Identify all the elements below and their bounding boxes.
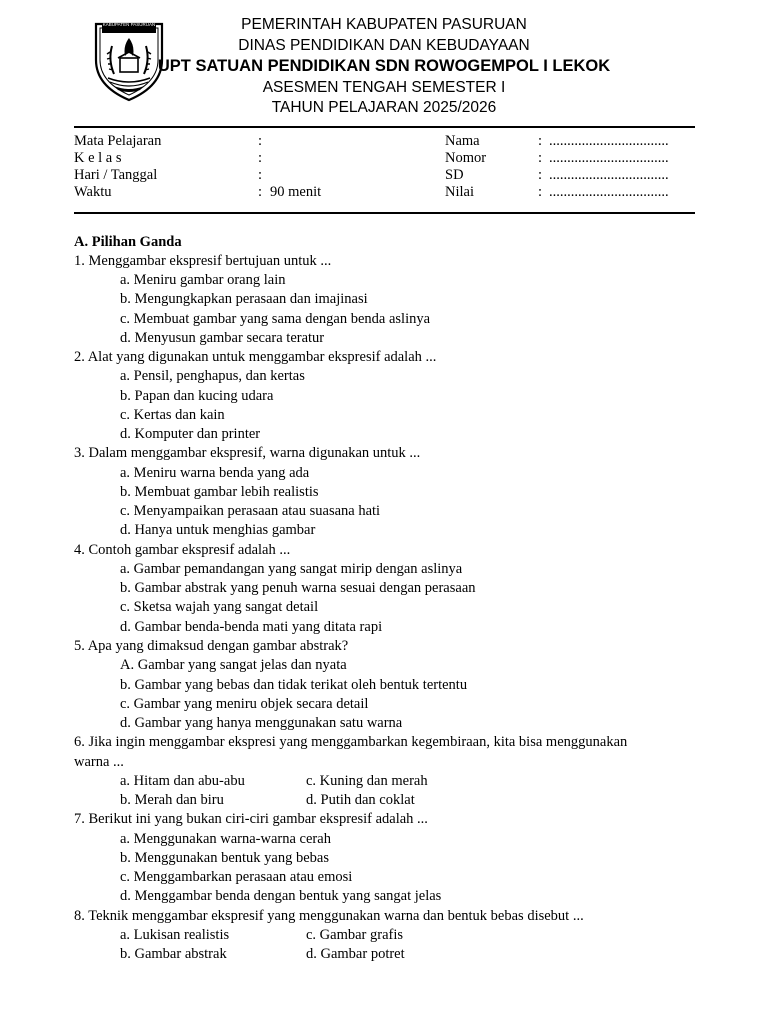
question-4-option-a: a. Gambar pemandangan yang sangat mirip dengan aslinya bbox=[120, 561, 463, 577]
info-value-name: ................................. bbox=[549, 133, 669, 149]
question-8-option-c: c. Gambar grafis bbox=[306, 927, 404, 943]
question-1-text: 1. Menggambar ekspresif bertujuan untuk ... bbox=[74, 253, 332, 269]
info-value-number: ................................. bbox=[549, 150, 669, 166]
info-label-name: Nama bbox=[445, 133, 480, 149]
question-6-option-a: a. Hitam dan abu-abu bbox=[120, 773, 245, 789]
question-7-text: 7. Berikut ini yang bukan ciri-ciri gambar ekspresif adalah ... bbox=[74, 811, 428, 827]
question-1-option-d: d. Menyusun gambar secara teratur bbox=[120, 330, 325, 346]
info-label-number: Nomor bbox=[445, 150, 487, 166]
question-2-option-c: c. Kertas dan kain bbox=[120, 407, 225, 423]
info-colon: : bbox=[258, 133, 263, 149]
info-value-time: 90 menit bbox=[270, 184, 322, 200]
question-4-text: 4. Contoh gambar ekspresif adalah ... bbox=[74, 542, 291, 558]
question-4-option-b: b. Gambar abstrak yang penuh warna sesuai dengan perasaan bbox=[120, 580, 476, 596]
question-8-option-b: b. Gambar abstrak bbox=[120, 946, 227, 962]
header-government: PEMERINTAH KABUPATEN PASURUAN bbox=[241, 16, 527, 33]
question-7-option-c: c. Menggambarkan perasaan atau emosi bbox=[120, 869, 353, 885]
question-3-option-d: d. Hanya untuk menghias gambar bbox=[120, 522, 316, 538]
question-1-option-b: b. Mengungkapkan perasaan dan imajinasi bbox=[120, 291, 368, 307]
question-6-option-d: d. Putih dan coklat bbox=[306, 792, 415, 808]
question-6-text-continued: warna ... bbox=[74, 754, 124, 770]
question-6-text: 6. Jika ingin menggambar ekspresi yang menggambarkan kegembiraan, kita bisa menggunakan bbox=[74, 734, 628, 750]
info-label-score: Nilai bbox=[445, 184, 474, 200]
info-value-score: ................................. bbox=[549, 184, 669, 200]
info-colon: : bbox=[258, 184, 263, 200]
question-7-option-a: a. Menggunakan warna-warna cerah bbox=[120, 831, 331, 847]
question-1-option-a: a. Meniru gambar orang lain bbox=[120, 272, 286, 288]
question-6-option-b: b. Merah dan biru bbox=[120, 792, 224, 808]
question-5-option-a: A. Gambar yang sangat jelas dan nyata bbox=[120, 657, 347, 673]
question-5-text: 5. Apa yang dimaksud dengan gambar abstrak? bbox=[74, 638, 349, 654]
info-colon: : bbox=[538, 133, 543, 149]
question-2-option-a: a. Pensil, penghapus, dan kertas bbox=[120, 368, 305, 384]
identity-divider bbox=[74, 212, 695, 214]
header-exam-title: ASESMEN TENGAH SEMESTER I bbox=[262, 79, 506, 96]
question-1-option-c: c. Membuat gambar yang sama dengan benda aslinya bbox=[120, 311, 431, 327]
info-label-date: Hari / Tanggal bbox=[74, 167, 158, 183]
question-7-option-b: b. Menggunakan bentuk yang bebas bbox=[120, 850, 329, 866]
info-colon: : bbox=[538, 167, 543, 183]
info-colon: : bbox=[258, 167, 263, 183]
header-divider bbox=[74, 126, 695, 128]
question-3-option-a: a. Meniru warna benda yang ada bbox=[120, 465, 310, 481]
header-school-year: TAHUN PELAJARAN 2025/2026 bbox=[271, 99, 497, 116]
info-label-subject: Mata Pelajaran bbox=[74, 133, 162, 149]
question-5-option-b: b. Gambar yang bebas dan tidak terikat oleh bentuk tertentu bbox=[120, 677, 468, 693]
info-label-sd: SD bbox=[445, 167, 464, 183]
info-colon: : bbox=[538, 184, 543, 200]
question-2-text: 2. Alat yang digunakan untuk menggambar ekspresif adalah ... bbox=[74, 349, 437, 365]
question-3-option-c: c. Menyampaikan perasaan atau suasana hati bbox=[120, 503, 381, 519]
question-5-option-c: c. Gambar yang meniru objek secara detail bbox=[120, 696, 369, 712]
info-colon: : bbox=[258, 150, 263, 166]
question-4-option-d: d. Gambar benda-benda mati yang ditata rapi bbox=[120, 619, 383, 635]
question-6-option-c: c. Kuning dan merah bbox=[306, 773, 428, 789]
question-4-option-c: c. Sketsa wajah yang sangat detail bbox=[120, 599, 319, 615]
question-8-text: 8. Teknik menggambar ekspresif yang menggunakan warna dan bentuk bebas disebut ... bbox=[74, 908, 584, 924]
info-value-sd: ................................. bbox=[549, 167, 669, 183]
question-3-text: 3. Dalam menggambar ekspresif, warna digunakan untuk ... bbox=[74, 445, 421, 461]
question-8-option-a: a. Lukisan realistis bbox=[120, 927, 230, 943]
question-5-option-d: d. Gambar yang hanya menggunakan satu warna bbox=[120, 715, 403, 731]
question-7-option-d: d. Menggambar benda dengan bentuk yang sangat jelas bbox=[120, 888, 442, 904]
info-colon: : bbox=[538, 150, 543, 166]
info-label-time: Waktu bbox=[74, 184, 112, 200]
question-8-option-d: d. Gambar potret bbox=[306, 946, 405, 962]
info-label-class: K e l a s bbox=[74, 150, 122, 166]
question-2-option-d: d. Komputer dan printer bbox=[120, 426, 261, 442]
section-title: A. Pilihan Ganda bbox=[74, 234, 182, 250]
header-school: UPT SATUAN PENDIDIKAN SDN ROWOGEMPOL I LEKOK bbox=[157, 57, 611, 75]
logo-caption: KABUPATEN PASURUAN bbox=[102, 22, 156, 27]
question-2-option-b: b. Papan dan kucing udara bbox=[120, 388, 274, 404]
question-3-option-b: b. Membuat gambar lebih realistis bbox=[120, 484, 319, 500]
header-department: DINAS PENDIDIKAN DAN KEBUDAYAAN bbox=[238, 37, 530, 54]
